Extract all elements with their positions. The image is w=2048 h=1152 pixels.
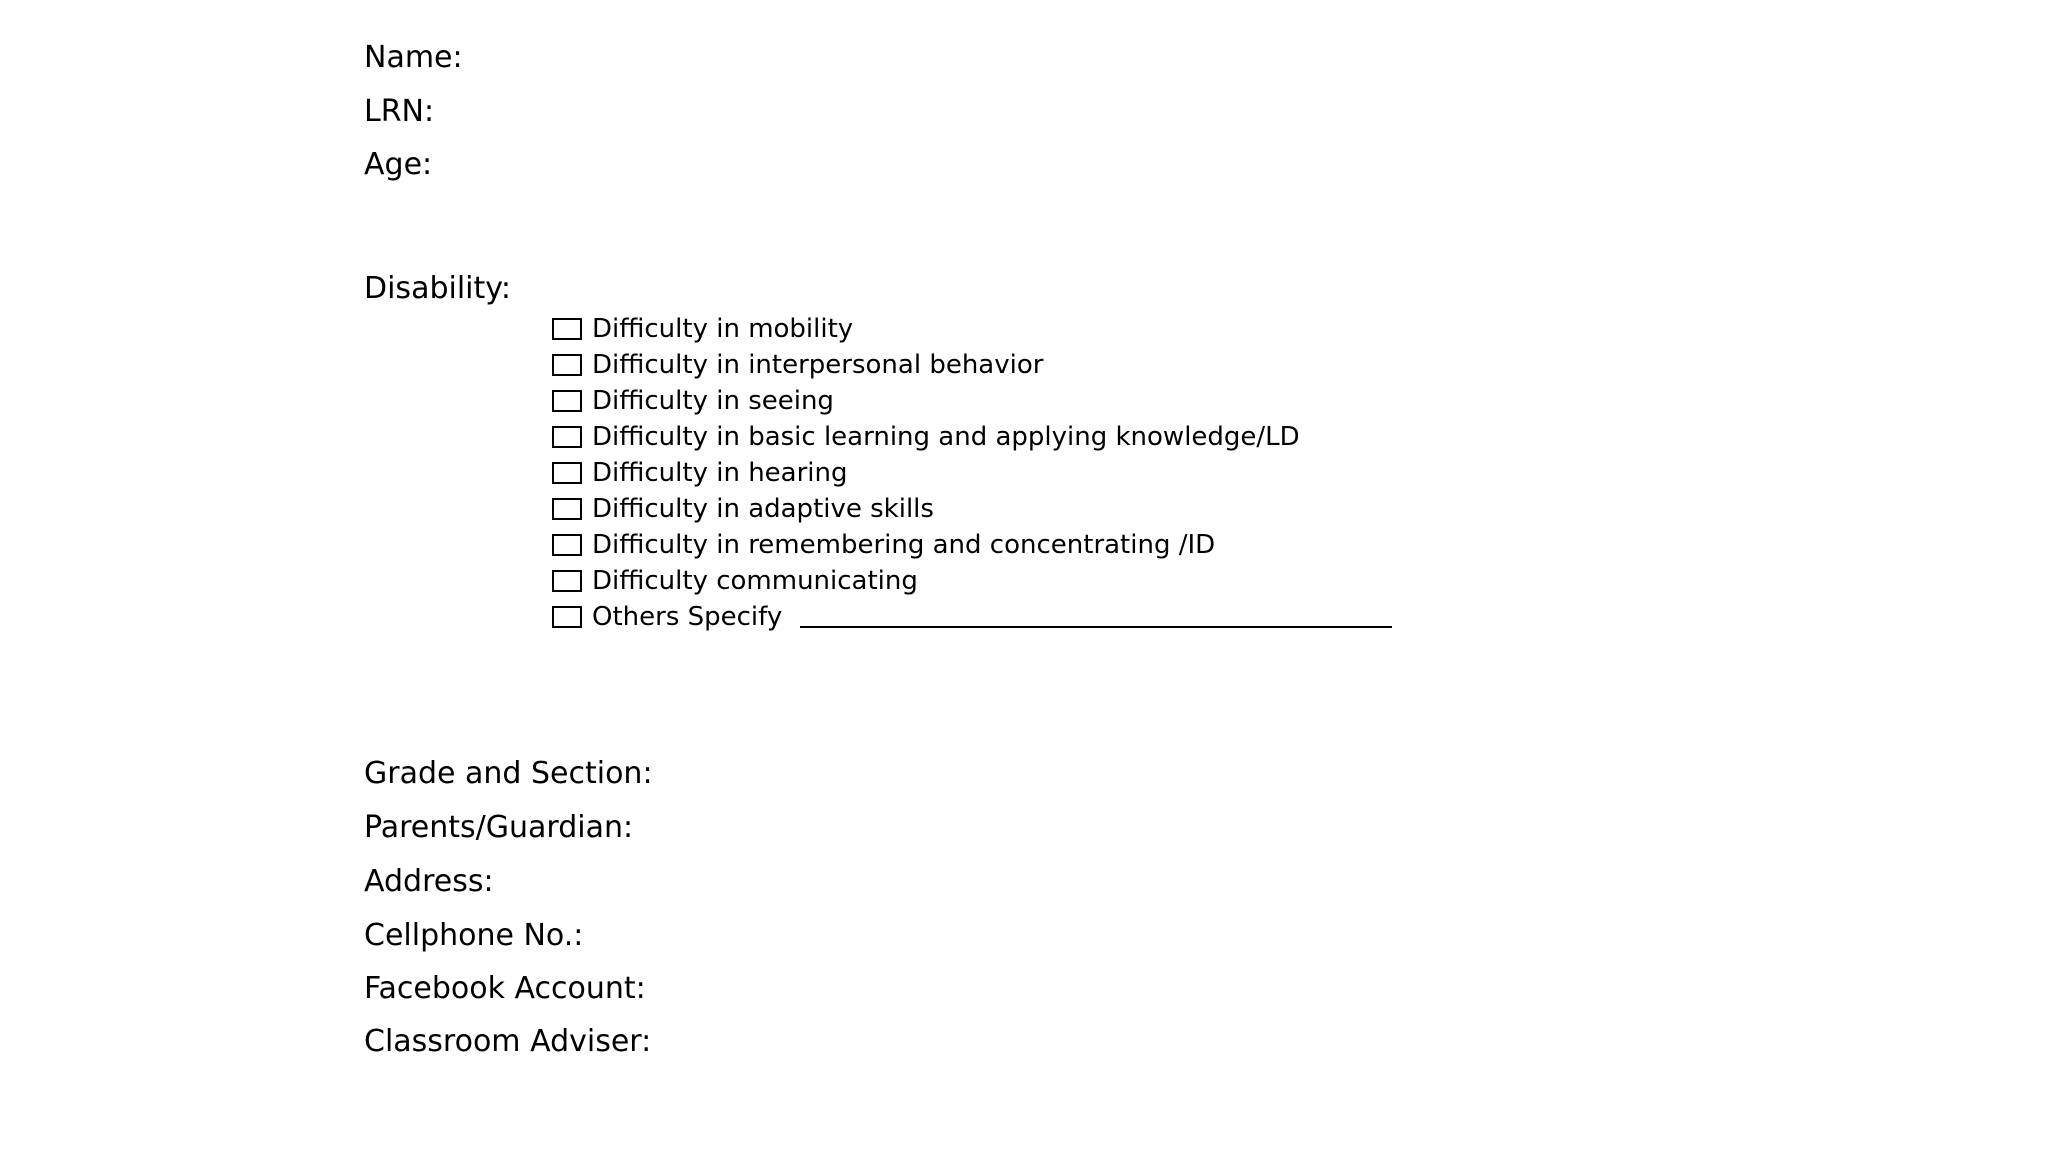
disability-label: Disability:	[364, 271, 511, 306]
address-label: Address:	[364, 864, 494, 899]
disability-option-communicating[interactable]	[552, 564, 918, 598]
checkbox-icon[interactable]	[552, 534, 582, 556]
checkbox-icon[interactable]	[552, 426, 582, 448]
lrn-label: LRN:	[364, 94, 435, 129]
option-label: Difficulty in mobility	[592, 314, 854, 344]
grade-section-label: Grade and Section:	[364, 756, 653, 791]
name-label: Name:	[364, 40, 463, 75]
option-label: Difficulty in seeing	[592, 386, 834, 416]
checkbox-icon[interactable]	[552, 318, 582, 340]
age-label: Age:	[364, 147, 433, 182]
option-label: Difficulty in remembering and concentrating /ID	[592, 530, 1216, 560]
option-label: Others Specify	[592, 602, 783, 632]
option-label: Difficulty in interpersonal behavior	[592, 350, 1044, 380]
checkbox-icon[interactable]	[552, 390, 582, 412]
facebook-account-label: Facebook Account:	[364, 971, 646, 1006]
checkbox-icon[interactable]	[552, 354, 582, 376]
option-label: Difficulty in adaptive skills	[592, 494, 934, 524]
disability-option-adaptive[interactable]	[552, 492, 934, 526]
parents-guardian-label: Parents/Guardian:	[364, 810, 634, 845]
option-label: Difficulty communicating	[592, 566, 918, 596]
others-specify-line[interactable]	[800, 626, 1392, 628]
option-label: Difficulty in basic learning and applying knowledge/LD	[592, 422, 1300, 452]
disability-option-mobility[interactable]	[552, 312, 853, 346]
checkbox-icon[interactable]	[552, 498, 582, 520]
option-label: Difficulty in hearing	[592, 458, 848, 488]
checkbox-icon[interactable]	[552, 606, 582, 628]
disability-option-hearing[interactable]	[552, 456, 848, 490]
disability-option-interpersonal[interactable]	[552, 348, 1043, 382]
checkbox-icon[interactable]	[552, 462, 582, 484]
classroom-adviser-label: Classroom Adviser:	[364, 1024, 652, 1059]
cellphone-label: Cellphone No.:	[364, 918, 584, 953]
checkbox-icon[interactable]	[552, 570, 582, 592]
disability-option-others[interactable]	[552, 600, 1392, 634]
disability-option-seeing[interactable]	[552, 384, 834, 418]
disability-option-learning[interactable]	[552, 420, 1300, 454]
disability-option-remembering[interactable]	[552, 528, 1215, 562]
